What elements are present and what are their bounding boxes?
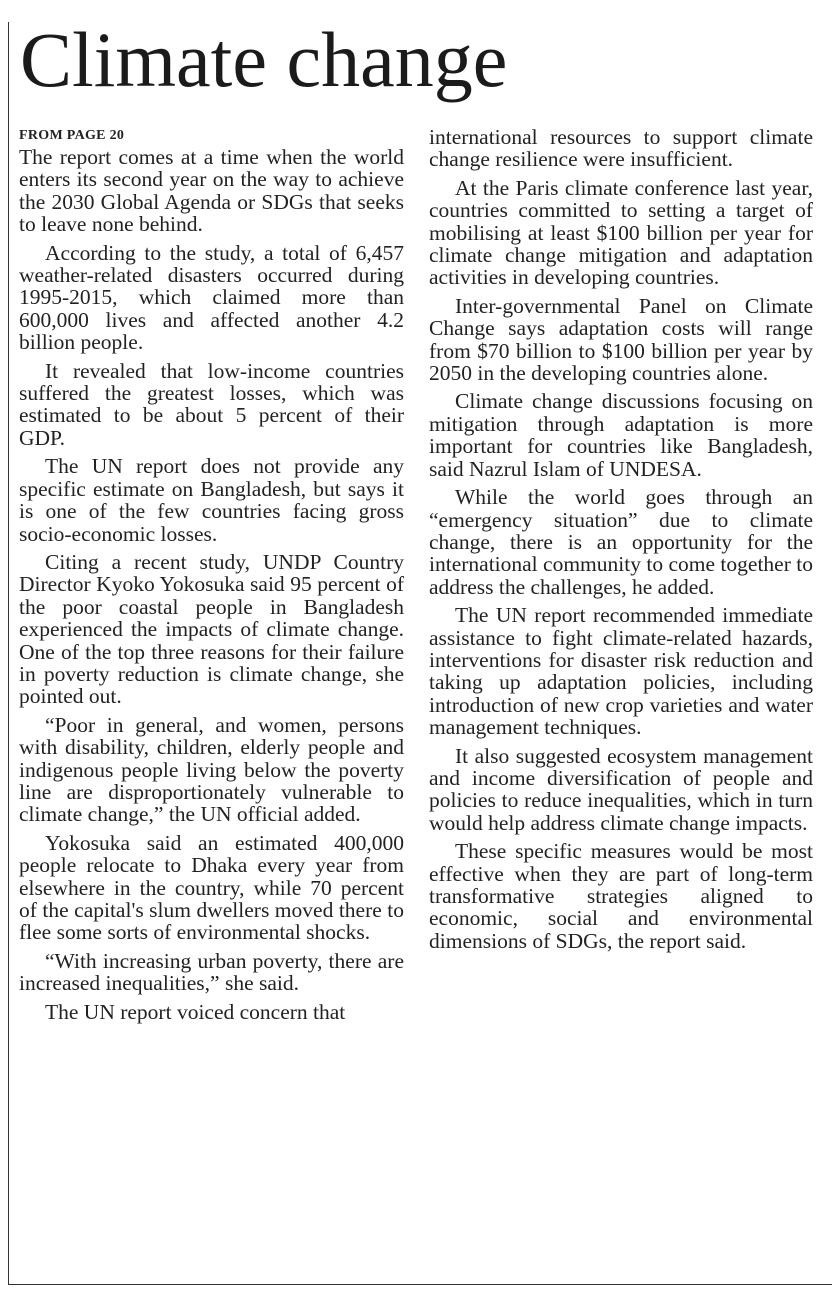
article-column-right xyxy=(429,126,813,958)
paragraph: While the world goes through an “emergency situation” due to climate change, there is an opportunity for the international community to come together to address the challenges, he added. xyxy=(429,485,813,599)
paragraph: The UN report voiced concern that xyxy=(45,999,346,1024)
paragraph: It revealed that low-income countries suffered the greatest losses, which was estimated to be about 5 percent of their GDP. xyxy=(19,358,404,450)
paragraph: The UN report recommended immediate assistance to fight climate-related hazards, interventions for disaster risk reduction and taking up adaptation policies, including introduction of new crop varieties and water management techniques. xyxy=(429,603,813,740)
paragraph: Yokosuka said an estimated 400,000 people relocate to Dhaka every year from elsewhere in the country, while 70 percent of the capital's slum dwellers moved there to flee some sorts of environmental shocks. xyxy=(19,830,404,945)
paragraph: The report comes at a time when the world enters its second year on the way to achieve the 2030 Global Agenda or SDGs that seeks to leave none behind. xyxy=(19,145,404,237)
paragraph: Inter-governmental Panel on Climate Change says adaptation costs will range from $70 billion to $100 billion per year by 2050 in the developing countries alone. xyxy=(429,293,813,386)
paragraph: “With increasing urban poverty, there are increased inequalities,” she said. xyxy=(19,948,404,996)
continuation-kicker: FROM PAGE 20 xyxy=(19,128,125,143)
paragraph: international resources to support climate change resilience were insufficient. xyxy=(429,125,813,172)
paragraph: According to the study, a total of 6,457 weather-related disasters occurred during 1995-2015, which claimed more than 600,000 lives and affected another 4.2 billion people. xyxy=(19,240,404,355)
paragraph: Climate change discussions focusing on mitigation through adaptation is more important for countries like Bangladesh, said Nazrul Islam of UNDESA. xyxy=(429,389,813,481)
paragraph: The UN report does not provide any specific estimate on Bangladesh, but says it is one of the few countries facing gross socio-economic losses. xyxy=(19,454,404,546)
article-column-left xyxy=(19,126,404,1029)
paragraph: At the Paris climate conference last year, countries committed to setting a target of mobilising at least $100 billion per year for climate change mitigation and adaptation activities in developing countries. xyxy=(429,175,813,290)
paragraph: Citing a recent study, UNDP Country Director Kyoko Yokosuka said 95 percent of the poor coastal people in Bangladesh experienced the impacts of climate change. One of the top three reasons for their failure in poverty reduction is climate change, she pointed out. xyxy=(19,549,404,709)
paragraph: It also suggested ecosystem management and income diversification of people and policies to reduce inequalities, which in turn would help address climate change impacts. xyxy=(429,743,813,835)
paragraph: “Poor in general, and women, persons with disability, children, elderly people and indigenous people living below the poverty line are disproportionately vulnerable to climate change,” the UN official added. xyxy=(19,712,404,827)
headline: Climate change xyxy=(20,16,508,103)
bottom-rule xyxy=(8,1284,832,1285)
left-column-rule xyxy=(8,22,9,1284)
paragraph: These specific measures would be most effective when they are part of long-term transformative strategies aligned to economic, social and environmental dimensions of SDGs, the report said. xyxy=(429,839,813,953)
